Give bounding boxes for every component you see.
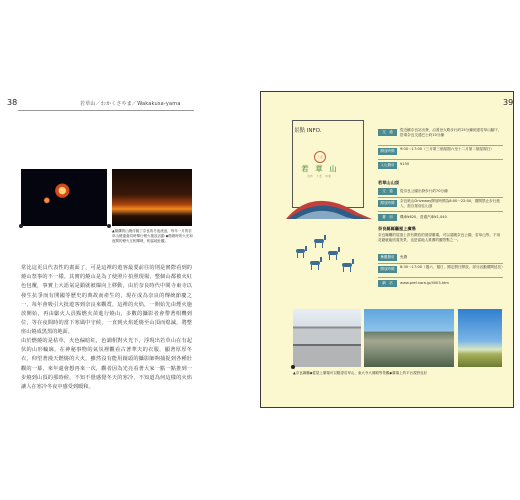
- row-label-fee: 入山費用: [378, 162, 397, 169]
- row-value-hours: 奈良奧山Driveway開放時間為8:00～22:00，期間禁止步行進入，需自駕前往山頂: [400, 199, 500, 209]
- row-divider: [378, 197, 503, 198]
- row-label-hours: 開放時間: [378, 200, 397, 207]
- mountain-logo-icon: くさ: [314, 151, 326, 163]
- row-label-hours: 開放時間: [378, 148, 397, 155]
- mountain-title: 若 草 山: [301, 165, 337, 173]
- header-rule: [18, 110, 194, 111]
- row-label-website: 網 站: [378, 280, 397, 287]
- row-divider: [378, 159, 503, 160]
- row-label-admission: 參觀費用: [378, 254, 397, 261]
- row-value-fee: ¥150: [400, 162, 410, 166]
- row-value-website: www.pref.nara.jp/4003.htm: [400, 281, 449, 285]
- body-paragraph-1: 常比這更具代表性的畫面了，可是這裡的遊客最要前往的則是實際看到的燒山祭事的不一樣。其實的燒山是為了使照片拍照現場，整個山都被火紅色包覆，事實上大語氣是鎖就被爆向上移動，由於奈良時代中間寺東寺以發生抗爭而有開國等歷史的典故而產生的，現在成為奈良的傳統節慶之一，每年會吸引大批遊客到奈良來觀賞。這裡的火焰，一開始先由煙火施放開始，再由獻火人員點燃火苗進行燒山，多數的攝影者會帶著相機到位，等在夜間時的當下寒風中守候，一直到火焰延燒至山頂而熄滅，將整座山燒成黑黑的地面。: [21, 265, 192, 336]
- section-title-summit: 若草山山頂: [378, 180, 399, 185]
- row-value-transport: 從奈良公園出發步行約70分鐘: [400, 189, 448, 193]
- row-value-transport: 從近鐵奈良站出發，沿著登大路步行約15分鐘到達若草山腳下，搭乘奈良交通巴士約10分鐘: [400, 128, 502, 138]
- city-view-photo: [364, 309, 454, 367]
- body-paragraph-2: 由於燃燒的是枯草，火色偏暗紅，色調相對火光下，浮現出若草山在有起伏的山形輪廓，在神秘事物的氣氛裡觀看古著華夫的衣服，顯著厚厚冬衣，仰望著漫天燃燒的大火，雖然沒有能用鏡頭的攝影師夠捕捉到各種壯觀的一幕，來年還會想再來一次，觀者因為光亮看著大家一點一點推到一步燒到山頂的那時候，不知不覺感覺冬天的寒冷，不知道為何這樣的火焰讓人在寒冷冬夜中感受到暖和。: [21, 338, 192, 391]
- row-divider: [378, 263, 503, 264]
- row-value-admission: 免費: [400, 255, 408, 259]
- row-divider: [378, 211, 503, 212]
- mountain-reading: わか くさ やま: [306, 174, 331, 178]
- row-label-hours: 開放時間: [378, 266, 397, 273]
- section-description: 奈良縣廳的屋頂上設有開放的展望廣場，可以遠眺奈良公園、若草山等，不用花錢就能欣賞美景，也是當地人推薦的觀景點之一。: [378, 233, 501, 243]
- info-title: 景點 INFO.: [294, 128, 322, 134]
- prefectural-office-photo: [293, 309, 361, 367]
- row-divider: [378, 145, 503, 146]
- bottom-photo-caption: ▲奈良縣廳◆從屋上廣場可以眺望若草山、東大寺大佛殿等景觀◆廣場上的平台視野良好: [293, 371, 428, 375]
- photo-marker-icon: [291, 365, 295, 369]
- mountain-deer-illustration: [284, 189, 374, 279]
- row-value-fee: 機車¥620，普通汽車¥1,040: [400, 215, 447, 219]
- row-label-fee: 費 用: [378, 214, 397, 221]
- photo-caption: ▲燦爛的山燒伴隨了奈良的冬夜流浪，每年一月的若草山燒還會同時舉行煙火施放活動 ◆燃燒時的火光和夜間的煙火互相輝映，相當地壯觀。: [112, 229, 193, 243]
- row-label-transport: 交 通: [378, 188, 397, 195]
- row-value-hours: 8:30～17:00（週六、週日、國定假日開放，部分活動期間延長）: [400, 265, 505, 269]
- lone-tree-photo: [458, 309, 502, 367]
- page-number: 38: [7, 98, 18, 107]
- mountain-burning-photo: [112, 169, 192, 226]
- photo-marker-icon: [107, 224, 111, 228]
- page-number: 39: [503, 98, 514, 107]
- photo-marker-icon: [19, 224, 23, 228]
- row-divider: [378, 277, 503, 278]
- fireworks-photo: [21, 169, 107, 226]
- row-value-hours: 9:00～17:00（三月第三個星期六至十二月第二個星期日）: [400, 147, 494, 151]
- row-label-transport: 交 通: [378, 129, 397, 136]
- running-header: 若草山／わかくさやま／Wakakusa-yama: [80, 101, 181, 107]
- section-title-prefectural-office: 奈良縣縣廳屋上廣場: [378, 226, 416, 231]
